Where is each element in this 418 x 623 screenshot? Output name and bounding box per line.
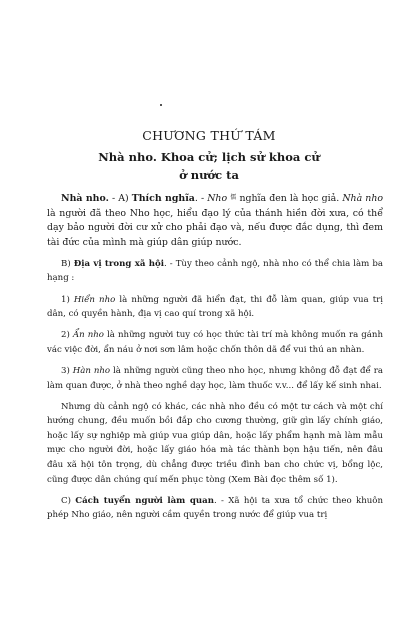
paragraph-an-nho: 2) Ẩn nho là những người tuy có học thức tài trí mà không muốn ra gánh vác việc đời, ẩn náu ở nơi sơn lâm hoặc chốn thôn dã để vui thú an nhàn. [47,330,383,355]
paragraph-common-character: Nhưng dù cảnh ngộ có khác, các nhà nho đều có một tư cách và một chí hướng chung, đều muốn bồi đắp cho cương thường, giữ gìn lấy chính giáo, hoặc lấy sự nghiệp mà giúp vua giúp dân, hoặc lấy phẩm hạnh mà làm mẫu mực cho người đời, hoặc lấy giáo hóa mà tác thành bọn hậu tiến, nên đâu đâu xã hội tôn trọng, dù chẳng được triều đình ban cho chức vị, bổng lộc, cũng được dân chúng quí mến phục tòng (Xem Bài đọc thêm số 1). [47,401,383,485]
body-text [47,191,383,529]
term-han-nho: Hàn nho [72,365,111,376]
heading-nha-nho: Nhà nho. [61,193,109,204]
chapter-subtitle-line2: ở nước ta [179,168,239,182]
section-title-definition: Thích nghĩa [131,193,195,204]
paragraph-han-nho: 3) Hàn nho là những người cũng theo nho học, nhưng không đỗ đạt để ra làm quan được, ở nhà theo nghề dạy học, làm thuốc v.v... để lấy kế sinh nhai. [47,365,383,391]
paragraph-social-status: B) Địa vị trong xã hội. - Tùy theo cảnh ngộ, nhà nho có thể chia làm ba hạng : [47,258,383,284]
chapter-subtitle-line1: Nhà nho. Khoa cử; lịch sử khoa cử [98,150,320,164]
term-nha-nho: Nhà nho [342,193,383,204]
han-character: 儒 [230,194,237,201]
chapter-title: CHƯƠNG THỨ TÁM [142,128,276,143]
page-speck [160,104,162,106]
paragraph-official-selection: C) Cách tuyển người làm quan. - Xã hội ta xưa tổ chức theo khuôn phép Nho giáo, nên người cầm quyền trong nước để giúp vua trị [47,495,383,521]
paragraph-definition: Nhà nho. - A) Thích nghĩa. - Nho $^儒$ nghĩa đen là học giả. Nhà nho là người đã theo Nho học, hiểu đạo lý của thánh hiền đời xưa, có thể dạy bảo người đời cư xử cho phải đạo và, nếu được đắc dụng, thì đem tài đức của mình mà giúp dân giúp nước. [47,193,383,248]
term-hien-nho: Hiển nho [73,294,116,305]
term-nho: Nho [207,193,228,204]
section-title-social-status: Địa vị trong xã hội [73,258,164,269]
section-title-official-selection: Cách tuyển người làm quan [75,495,214,506]
paragraph-hien-nho: 1) Hiển nho là những người đã hiển đạt, thi đỗ làm quan, giúp vua trị dân, có quyền hành, địa vị cao quí trong xã hội. [47,294,383,320]
term-an-nho: Ẩn nho [72,330,104,341]
